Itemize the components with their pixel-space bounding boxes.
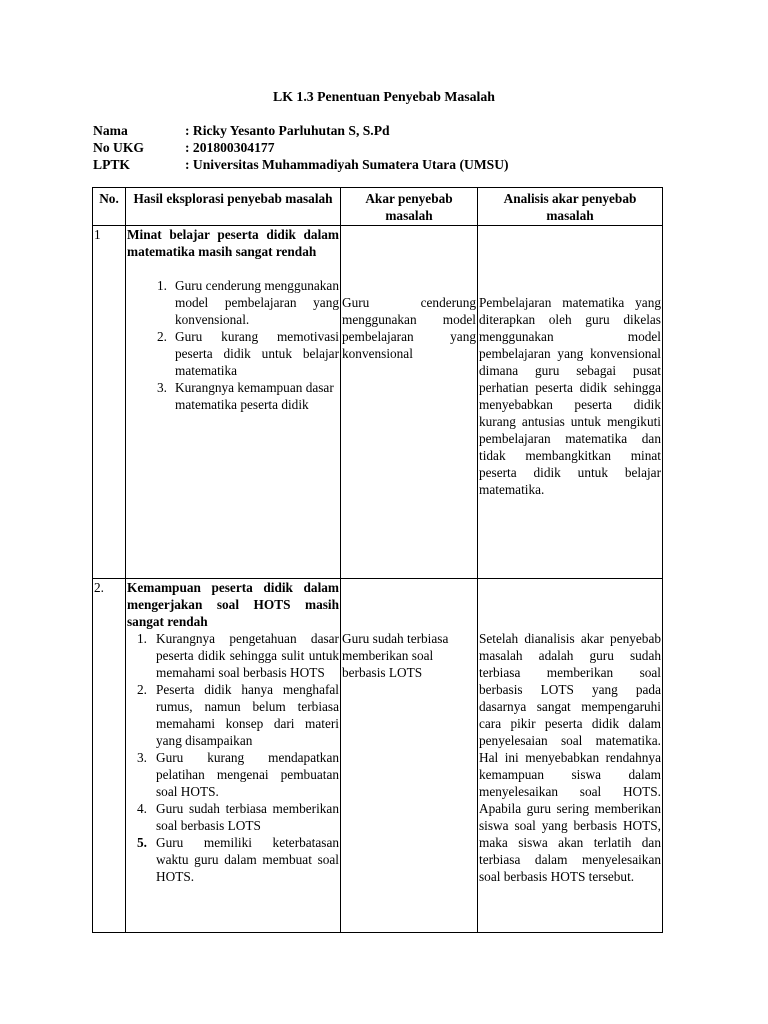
list-text: Guru sudah terbiasa memberikan soal berbasis LOTS <box>156 801 339 833</box>
identity-row-no-ukg <box>93 139 509 156</box>
list-text: Guru kurang memotivasi peserta didik untuk belajar matematika <box>175 329 339 378</box>
header-no: No. <box>93 188 126 226</box>
identity-row-lptk <box>93 156 509 173</box>
identity-label: No UKG <box>93 140 144 155</box>
list-item <box>127 379 339 413</box>
list-text: Guru cenderung menggunakan model pembelajaran yang konvensional. <box>175 278 339 327</box>
table-row <box>93 579 663 933</box>
header-analisis: Analisis akar penyebab masalah <box>478 188 663 226</box>
cause-analysis-table <box>92 187 663 933</box>
identity-label: Nama <box>93 123 128 138</box>
list-number: 1. <box>137 631 147 646</box>
list-number: 2. <box>157 329 167 344</box>
row-akar-text: Guru sudah terbiasa memberikan soal berbasis LOTS <box>342 631 449 680</box>
identity-value: : 201800304177 <box>185 140 275 155</box>
cause-list <box>127 630 339 885</box>
list-text: Kurangnya kemampuan dasar matematika peserta didik <box>175 380 334 412</box>
list-number: 3. <box>137 750 147 765</box>
list-item <box>127 749 339 800</box>
identity-label: LPTK <box>93 157 131 172</box>
header-hasil: Hasil eksplorasi penyebab masalah <box>126 188 341 226</box>
list-number: 4. <box>137 801 147 816</box>
row-akar-text: Guru cenderung menggunakan model pembelajaran yang konvensional <box>342 295 476 361</box>
table-row <box>93 226 663 579</box>
row-heading: Kemampuan peserta didik dalam mengerjakan soal HOTS masih sangat rendah <box>127 580 339 629</box>
list-number: 3. <box>157 380 167 395</box>
row-analisis-text: Pembelajaran matematika yang diterapkan oleh guru dikelas menggunakan model pembelajaran yang konvensional dimana guru sebagai pusat perhatian peserta didik sehingga menyebabkan peserta didik kurang antusias untuk mengikuti pembelajaran matematika dan tidak membangkitkan minat peserta didik untuk belajar matematika. <box>479 295 661 497</box>
identity-block <box>93 122 509 173</box>
row-hasil-cell <box>126 226 341 579</box>
row-number: 2. <box>93 579 126 933</box>
identity-row-nama <box>93 122 509 139</box>
list-text: Guru kurang mendapatkan pelatihan mengenai pembuatan soal HOTS. <box>156 750 339 799</box>
list-number: 5. <box>137 835 147 850</box>
list-text: Kurangnya pengetahuan dasar peserta didik sehingga sulit untuk memahami soal berbasis HOTS <box>156 631 339 680</box>
row-analisis-cell <box>478 226 663 579</box>
row-number: 1 <box>93 226 126 579</box>
row-heading: Minat belajar peserta didik dalam matematika masih sangat rendah <box>127 227 339 259</box>
row-akar-cell <box>341 226 478 579</box>
header-akar: Akar penyebab masalah <box>341 188 478 226</box>
list-text: Guru memiliki keterbatasan waktu guru dalam membuat soal HOTS. <box>156 835 339 884</box>
cause-list <box>127 277 339 413</box>
list-item <box>127 277 339 328</box>
list-item <box>127 681 339 749</box>
list-text: Peserta didik hanya menghafal rumus, namun belum terbiasa memahami konsep dari materi yang disampaikan <box>156 682 339 748</box>
list-item <box>127 800 339 834</box>
list-item <box>127 328 339 379</box>
list-number: 2. <box>137 682 147 697</box>
row-akar-cell <box>341 579 478 933</box>
table-header-row <box>93 188 663 226</box>
identity-value: : Ricky Yesanto Parluhutan S, S.Pd <box>185 123 390 138</box>
row-hasil-cell <box>126 579 341 933</box>
list-number: 1. <box>157 278 167 293</box>
list-item <box>127 630 339 681</box>
identity-value: : Universitas Muhammadiyah Sumatera Utara (UMSU) <box>185 157 509 172</box>
page-title: LK 1.3 Penentuan Penyebab Masalah <box>273 89 495 104</box>
row-analisis-text: Setelah dianalisis akar penyebab masalah adalah guru sudah terbiasa memberikan soal berbasis LOTS yang pada dasarnya sangat mempengaruhi cara pikir peserta didik dalam penyelesaian soal matematika. Hal ini menyebabkan rendahnya kemampuan siswa dalam menyelesaikan soal HOTS. Apabila guru sering memberikan siswa soal yang berbasis HOTS, maka siswa akan terlatih dan terbiasa dalam menyelesaikan soal berbasis HOTS tersebut. <box>479 631 661 884</box>
list-item <box>127 834 339 885</box>
row-analisis-cell <box>478 579 663 933</box>
